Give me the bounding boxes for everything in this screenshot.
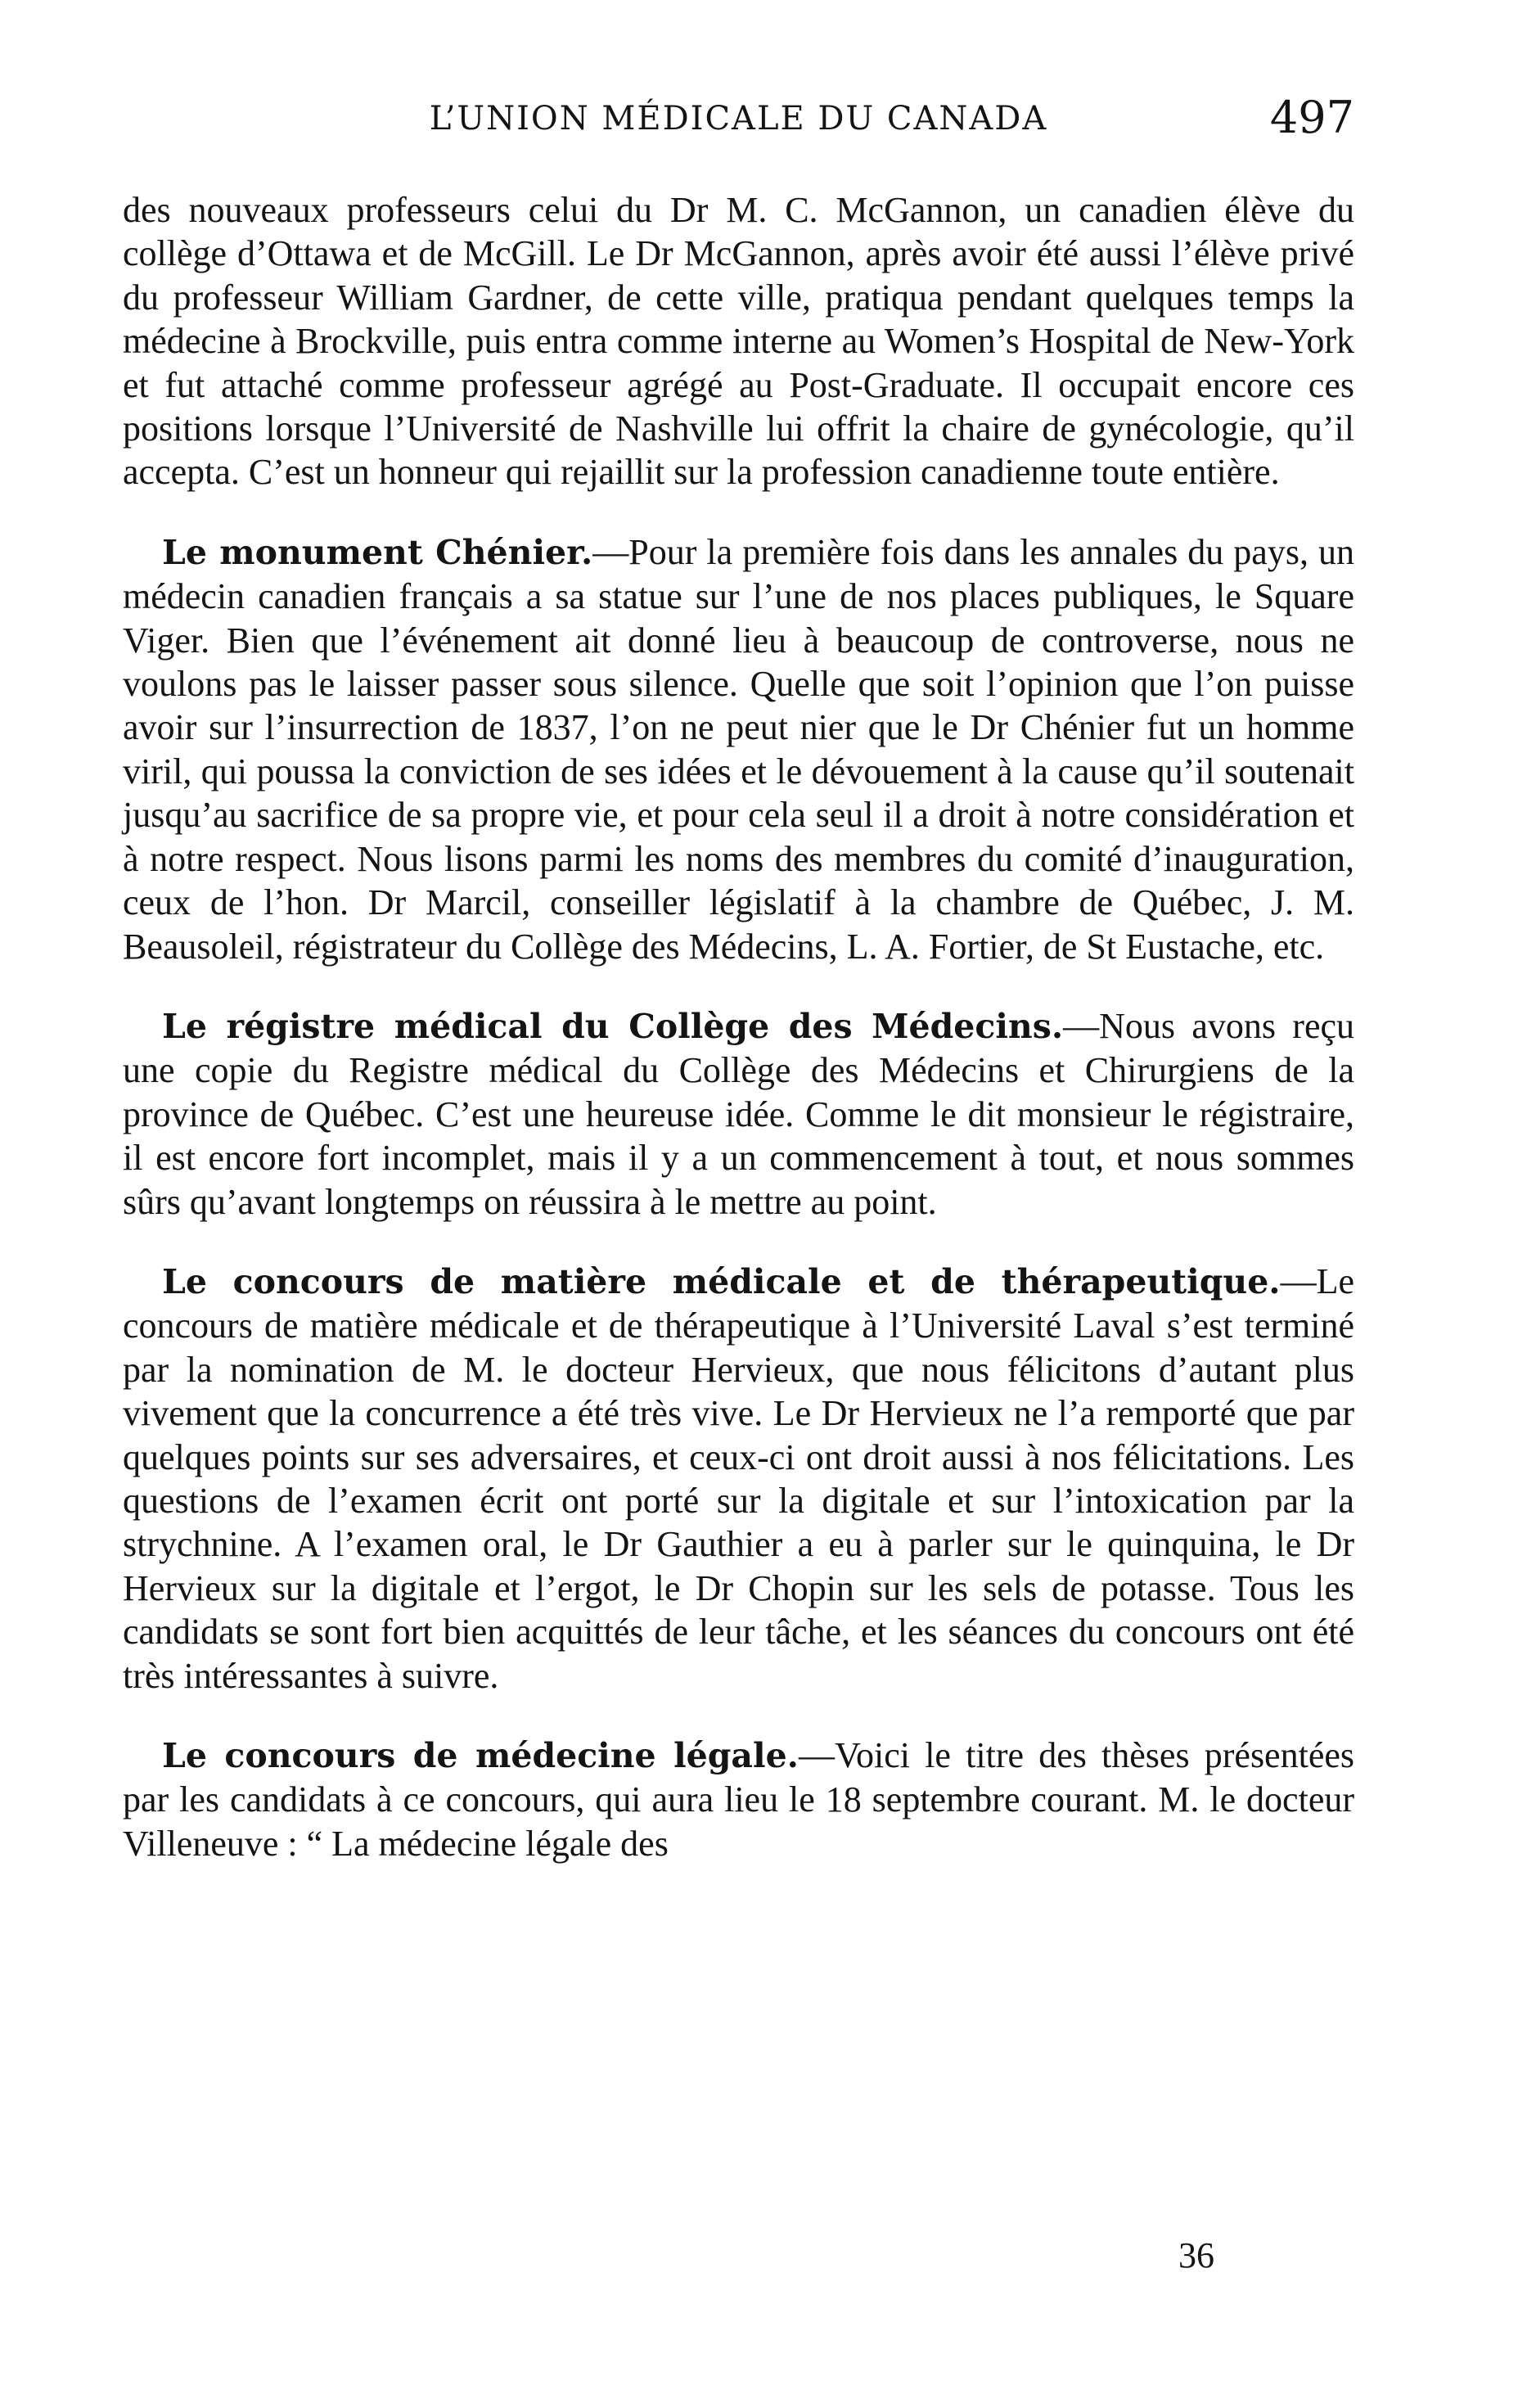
- paragraph-text: —Pour la première fois dans les annales du pays, un médecin canadien français a sa statue sur l’une de nos places publiques, le Square Viger. Bien que l’événement ait donné lieu à beaucoup de controverse, nous ne voulons pas le laisser passer sous silence. Quelle que soit l’opinion que l’on puisse avoir sur l’insurrection de 1837, l’on ne peut nier que le Dr Chénier fut un homme viril, qui poussa la conviction de ses idées et le dévouement à la cause qu’il soutenait jusqu’au sacrifice de sa propre vie, et pour cela seul il a droit à notre considération et à notre respect. Nous lisons parmi les noms des membres du comité d’inauguration, ceux de l’hon. Dr Marcil, conseiller législatif à la chambre de Québec, J. M. Beausoleil, régistrateur du Collège des Médecins, L. A. Fortier, de St Eustache, etc.: [123, 531, 1354, 967]
- section-heading: Le concours de matière médicale et de thérapeutique.: [162, 1261, 1281, 1301]
- article-body: [123, 188, 1354, 1865]
- journal-title: L’UNION MÉDICALE DU CANADA: [429, 100, 1048, 138]
- paragraph-text: —Le concours de matière médicale et de thérapeutique à l’Université Laval s’est terminé par la nomination de M. le docteur Hervieux, que nous félicitons d’autant plus vivement que la concurrence a été très vive. Le Dr Hervieux ne l’a remporté que par quelques points sur ses adversaires, et ceux-ci ont droit aussi à nos félicitations. Les questions de l’examen écrit ont porté sur la digitale et sur l’intoxication par la strychnine. A l’examen oral, le Dr Gauthier a eu à parler sur le quinquina, le Dr Hervieux sur la digitale et l’ergot, le Dr Chopin sur les sels de potasse. Tous les candidats se sont fort bien acquittés de leur tâche, et les séances du concours ont été très intéressantes à suivre.: [123, 1260, 1354, 1696]
- running-header: [123, 92, 1354, 143]
- section-heading: Le régistre médical du Collège des Médecins.: [162, 1006, 1064, 1046]
- paragraph-mcgannon: [123, 188, 1354, 494]
- paragraph-text: —Voici le titre des thèses présentées par les candidats à ce concours, qui aura lieu le 18 septembre courant. M. le docteur Villeneuve : “ La médecine légale des: [123, 1735, 1354, 1864]
- paragraph-concours-therapeutique: [123, 1260, 1354, 1698]
- section-heading: Le concours de médecine légale.: [162, 1736, 799, 1775]
- section-heading: Le monument Chénier.: [162, 532, 593, 572]
- paragraph-registre-medical: [123, 1004, 1354, 1224]
- page-number: 497: [1269, 92, 1354, 143]
- paragraph-text: des nouveaux professeurs celui du Dr M. C. McGannon, un canadien élève du collège d’Ottawa et de McGill. Le Dr McGannon, après avoir été aussi l’élève privé du professeur William Gardner, de cette ville, pratiqua pendant quelques temps la médecine à Brockville, puis entra comme interne au Women’s Hospital de New-York et fut attaché comme professeur agrégé au Post-Graduate. Il occupait encore ces positions lorsque l’Université de Nashville lui offrit la chaire de gynécologie, qu’il accepta. C’est un honneur qui rejaillit sur la profession canadienne toute entière.: [123, 190, 1354, 493]
- paragraph-concours-medecine-legale: [123, 1734, 1354, 1865]
- paragraph-text: —Nous avons reçu une copie du Registre médical du Collège des Médecins et Chirurgiens de la province de Québec. C’est une heureuse idée. Comme le dit monsieur le régistraire, il est encore fort incomplet, mais il y a un commencement à tout, et nous sommes sûrs qu’avant longtemps on réussira à le mettre au point.: [123, 1005, 1354, 1222]
- signature-mark: 36: [1178, 2235, 1214, 2275]
- paragraph-monument-chenier: [123, 530, 1354, 968]
